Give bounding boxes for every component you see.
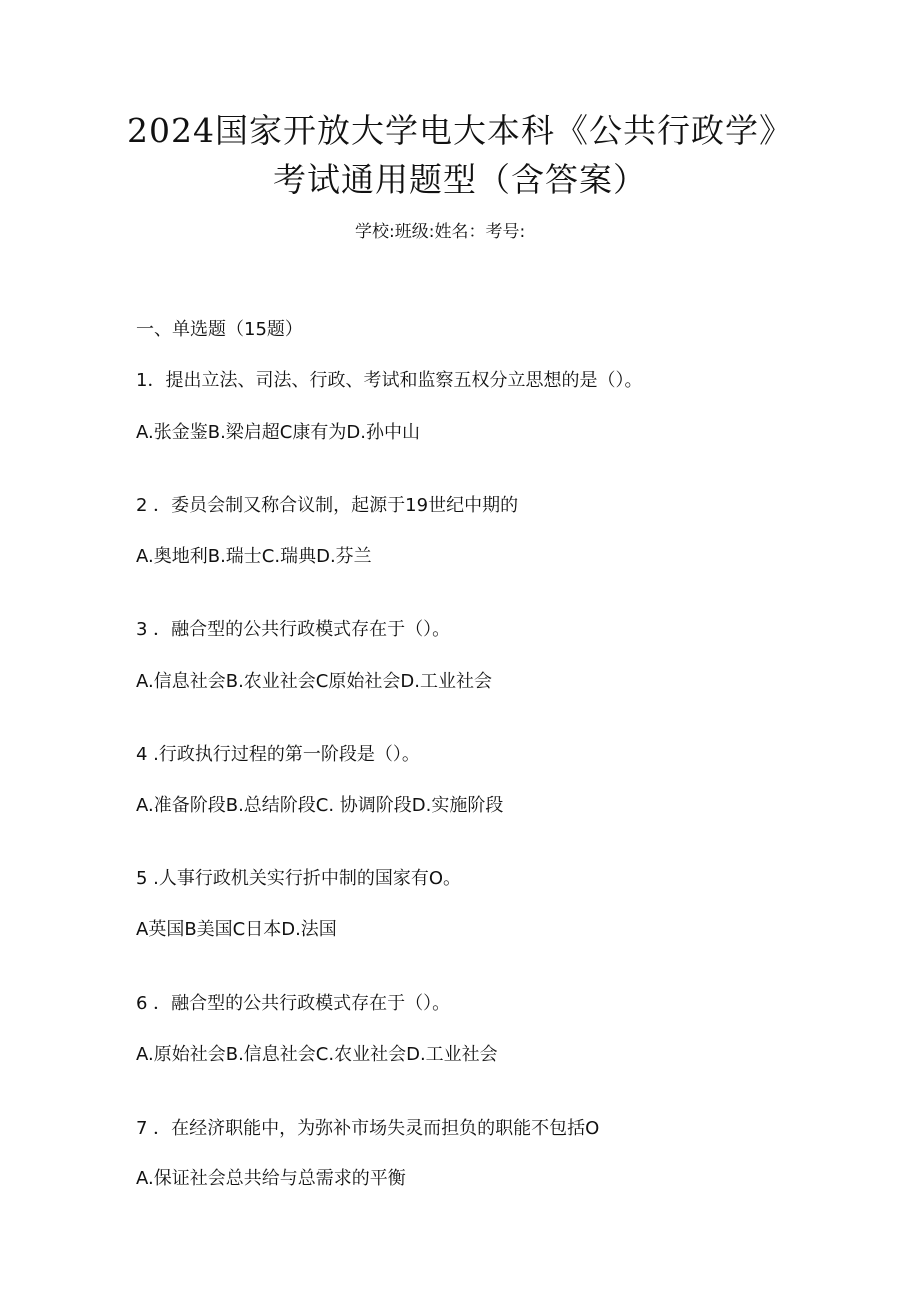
question-options: A.保证社会总共给与总需求的平衡 xyxy=(136,1168,406,1189)
section-heading: 一、单选题（15题） xyxy=(136,319,303,340)
question-options: A.原始社会B.信息社会C.农业社会D.工业社会 xyxy=(136,1044,498,1065)
question-options: A.张金鉴B.梁启超C康有为D.孙中山 xyxy=(136,422,420,443)
question-stem: 1．提出立法、司法、行政、考试和监察五权分立思想的是（）。 xyxy=(136,370,643,391)
question-options: A.奥地利B.瑞士C.瑞典D.芬兰 xyxy=(136,546,372,567)
question-stem: 7 ．在经济职能中，为弥补市场失灵而担负的职能不包括O xyxy=(136,1118,600,1139)
question-stem: 3 ．融合型的公共行政模式存在于（）。 xyxy=(136,619,451,640)
question-stem: 6 ．融合型的公共行政模式存在于（）。 xyxy=(136,993,451,1014)
question-options: A.准备阶段B.总结阶段C. 协调阶段D.实施阶段 xyxy=(136,795,504,816)
document-title-line2: 考试通用题型（含答案） xyxy=(273,160,647,199)
question-options: A.信息社会B.农业社会C原始社会D.工业社会 xyxy=(136,671,492,692)
question-stem: 2 ．委员会制又称合议制，起源于19世纪中期的 xyxy=(136,495,519,516)
question-stem: 4 .行政执行过程的第一阶段是（）。 xyxy=(136,744,420,765)
student-info-line: 学校:班级:姓名：考号: xyxy=(355,222,526,242)
question-stem: 5 .人事行政机关实行折中制的国家有O。 xyxy=(136,868,462,889)
question-options: A英国B美国C日本D.法国 xyxy=(136,919,337,940)
document-title-line1: 2024国家开放大学电大本科《公共行政学》 xyxy=(127,111,793,150)
